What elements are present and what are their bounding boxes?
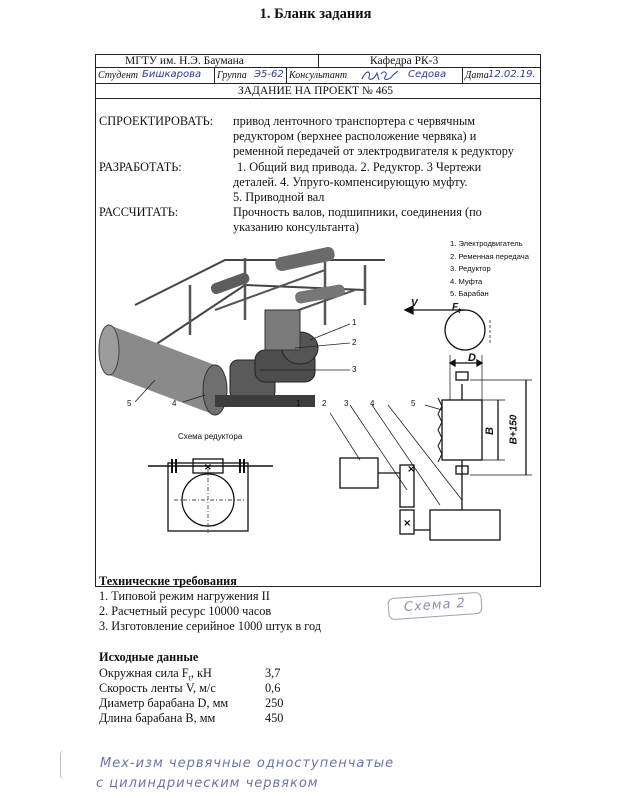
- svg-text:×: ×: [203, 462, 213, 473]
- university-name: МГТУ им. Н.Э. Баумана: [125, 55, 244, 67]
- input-label: Окружная сила F: [99, 666, 189, 680]
- input-value: 0,6: [265, 681, 281, 695]
- input-value: 3,7: [265, 666, 281, 680]
- calculate-label: РАССЧИТАТЬ:: [99, 205, 179, 219]
- design-line: привод ленточного транспортера с червячным: [233, 114, 476, 128]
- divider: [214, 68, 215, 84]
- input-label: Диаметр барабана D, мм: [99, 696, 229, 710]
- photo-callout: 2: [352, 338, 357, 347]
- photo-callout: 1: [352, 318, 357, 327]
- department-name: Кафедра РК-3: [370, 55, 439, 67]
- scheme-callout: 3: [344, 399, 349, 408]
- input-label: Скорость ленты V, м/с: [99, 681, 216, 695]
- scheme-callout: 2: [322, 399, 327, 408]
- input-data-title: Исходные данные: [99, 650, 199, 664]
- input-data-row: [99, 696, 329, 711]
- handwritten-note-line: Мех-изм червячные одноступенчатые: [100, 756, 395, 771]
- consultant-value: Седова: [408, 69, 447, 80]
- force-subscript: t: [458, 308, 461, 315]
- consultant-signature: [360, 69, 400, 86]
- input-value: 250: [265, 696, 284, 710]
- input-label: Длина барабана B, мм: [99, 711, 216, 725]
- tech-requirement: 2. Расчетный ресурс 10000 часов: [99, 604, 272, 618]
- divider: [286, 68, 287, 84]
- date-value: 12.02.19.: [488, 69, 536, 80]
- scheme-callout: 4: [370, 399, 375, 408]
- design-text: [233, 114, 514, 159]
- input-unit: , кН: [190, 666, 212, 680]
- width-label: B: [483, 427, 496, 435]
- input-value: 450: [265, 711, 284, 725]
- photo-callout: 4: [172, 399, 177, 408]
- calculate-line: указанию консультанта): [233, 220, 360, 234]
- develop-label: РАЗРАБОТАТЬ:: [99, 160, 182, 174]
- student-label: Студент: [98, 70, 138, 81]
- stamp-text: Схема 2: [403, 595, 467, 616]
- group-label: Группа: [217, 70, 247, 81]
- photo-callout: 5: [127, 399, 132, 408]
- pencil-bracket: [60, 750, 69, 780]
- force-label: [452, 302, 460, 315]
- scheme-stamp: [387, 592, 482, 621]
- group-value: Э5-62: [254, 69, 284, 80]
- design-line: редуктором (верхнее расположение червяка) и: [233, 129, 477, 143]
- input-data-row: [99, 711, 329, 726]
- develop-text: [233, 160, 481, 205]
- develop-line: 5. Приводной вал: [233, 190, 325, 204]
- input-data-table: [99, 666, 329, 726]
- page-title: 1. Бланк задания: [259, 6, 372, 22]
- tech-requirement: 3. Изготовление серийное 1000 штук в год: [99, 619, 322, 633]
- tech-requirements-list: [99, 589, 321, 634]
- legend-item: 3. Редуктор: [450, 264, 491, 274]
- tech-requirements-title: Технические требования: [99, 574, 237, 588]
- design-label: СПРОЕКТИРОВАТЬ:: [99, 114, 214, 128]
- student-value: Бишкарова: [142, 69, 202, 80]
- calculate-line: Прочность валов, подшипники, соединения (по: [233, 205, 482, 219]
- component-legend: [450, 238, 529, 301]
- input-sub: t: [188, 673, 191, 683]
- input-data-row: [99, 681, 329, 696]
- develop-line: 1. Общий вид привода. 2. Редуктор. 3 Чертежи: [237, 160, 482, 174]
- input-data-row: [99, 666, 329, 681]
- handwritten-note-line: с цилиндрическим червяком: [96, 776, 319, 791]
- develop-line: деталей. 4. Упруго-компенсирующую муфту.: [233, 175, 468, 189]
- photo-callout: 3: [352, 365, 357, 374]
- scheme-callout: 1: [296, 399, 301, 408]
- divider: [462, 68, 463, 84]
- reducer-scheme-title: Схема редуктора: [178, 432, 243, 441]
- scheme-callout: 5: [411, 399, 416, 408]
- velocity-label: V: [411, 298, 418, 309]
- legend-item: 4. Муфта: [450, 276, 483, 286]
- svg-text:×: ×: [403, 518, 412, 529]
- force-letter: F: [452, 302, 459, 313]
- diameter-label: D: [468, 352, 476, 364]
- header-divider: [318, 54, 319, 68]
- assignment-title: ЗАДАНИЕ НА ПРОЕКТ № 465: [237, 85, 394, 97]
- legend-item: 1. Электродвигатель: [450, 239, 523, 248]
- overall-width-label: B+150: [508, 414, 520, 445]
- design-line: ременной передачей от электродвигателя к редуктору: [233, 144, 514, 158]
- legend-item: 5. Барабан: [450, 289, 489, 299]
- reducer-scheme: [148, 445, 273, 540]
- tech-requirement: 1. Типовой режим нагружения II: [99, 589, 270, 603]
- date-label: Дата: [465, 70, 489, 81]
- svg-text:×: ×: [407, 464, 416, 475]
- legend-item: 2. Ременная передача: [450, 251, 529, 261]
- consultant-label: Консультант: [289, 70, 348, 81]
